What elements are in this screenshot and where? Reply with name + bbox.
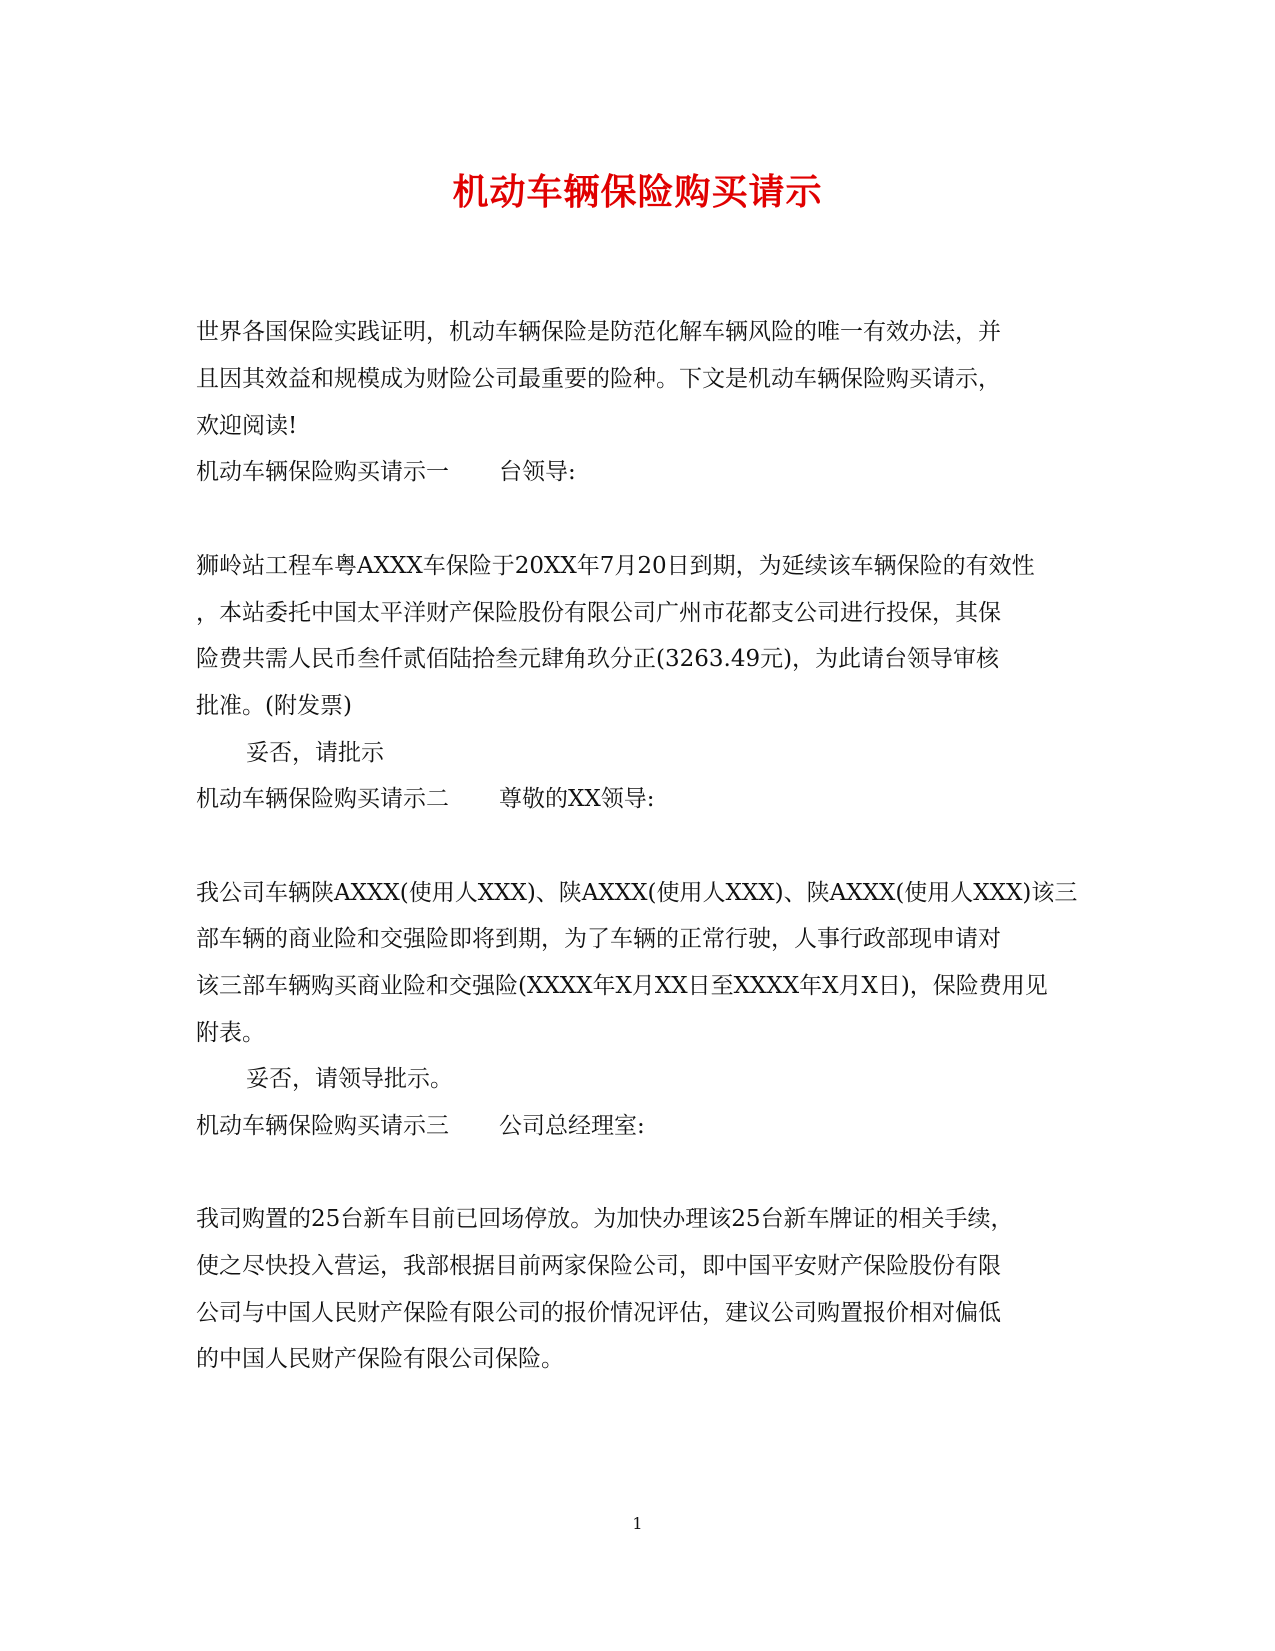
intro-line-1: 世界各国保险实践证明，机动车辆保险是防范化解车辆风险的唯一有效办法，并 — [196, 319, 1001, 345]
section-2-body-line-2: 部车辆的商业险和交强险即将到期，为了车辆的正常行驶，人事行政部现申请对 — [196, 926, 1001, 952]
document-title: 机动车辆保险购买请示 — [452, 171, 823, 213]
section-1-body-line-3: 险费共需人民币叁仟贰佰陆拾叁元肆角玖分正(3263.49元)，为此请台领导审核 — [196, 646, 1000, 672]
section-3-body-line-4: 的中国人民财产保险有限公司保险。 — [196, 1346, 564, 1372]
section-2-body-line-4: 附表。 — [196, 1020, 265, 1046]
section-1-body-line-1: 狮岭站工程车粤AXXX车保险于20XX年7月20日到期，为延续该车辆保险的有效性 — [196, 553, 1035, 579]
section-1-body-line-4: 批准。(附发票) — [196, 693, 352, 719]
section-addressee: 台领导: — [499, 459, 576, 485]
section-heading: 机动车辆保险购买请示二 — [196, 786, 449, 812]
section-1-closing: 妥否，请批示 — [246, 740, 384, 766]
intro-line-2: 且因其效益和规模成为财险公司最重要的险种。下文是机动车辆保险购买请示， — [196, 366, 1001, 392]
section-3-heading-line — [196, 1110, 645, 1142]
section-2-body-line-3: 该三部车辆购买商业险和交强险(XXXX年X月XX日至XXXX年X月X日)，保险费用见 — [196, 973, 1048, 999]
section-1-body-line-2: ，本站委托中国太平洋财产保险股份有限公司广州市花都支公司进行投保，其保 — [196, 600, 1001, 626]
section-2-heading-line — [196, 783, 655, 815]
page-number: 1 — [632, 1514, 643, 1533]
section-2-body-line-1: 我公司车辆陕AXXX(使用人XXX)、陕AXXX(使用人XXX)、陕AXXX(使用人XXX)该三 — [196, 880, 1078, 906]
section-2-closing: 妥否，请领导批示。 — [246, 1066, 453, 1092]
section-3-body-line-2: 使之尽快投入营运，我部根据目前两家保险公司，即中国平安财产保险股份有限 — [196, 1253, 1001, 1279]
section-heading: 机动车辆保险购买请示一 — [196, 459, 449, 485]
section-1-heading-line — [196, 456, 576, 488]
section-3-body-line-3: 公司与中国人民财产保险有限公司的报价情况评估，建议公司购置报价相对偏低 — [196, 1300, 1001, 1326]
intro-line-3: 欢迎阅读! — [196, 413, 298, 439]
section-heading: 机动车辆保险购买请示三 — [196, 1113, 449, 1139]
section-addressee: 尊敬的XX领导: — [499, 786, 655, 812]
section-3-body-line-1: 我司购置的25台新车目前已回场停放。为加快办理该25台新车牌证的相关手续， — [196, 1206, 1014, 1232]
section-addressee: 公司总经理室: — [499, 1113, 645, 1139]
